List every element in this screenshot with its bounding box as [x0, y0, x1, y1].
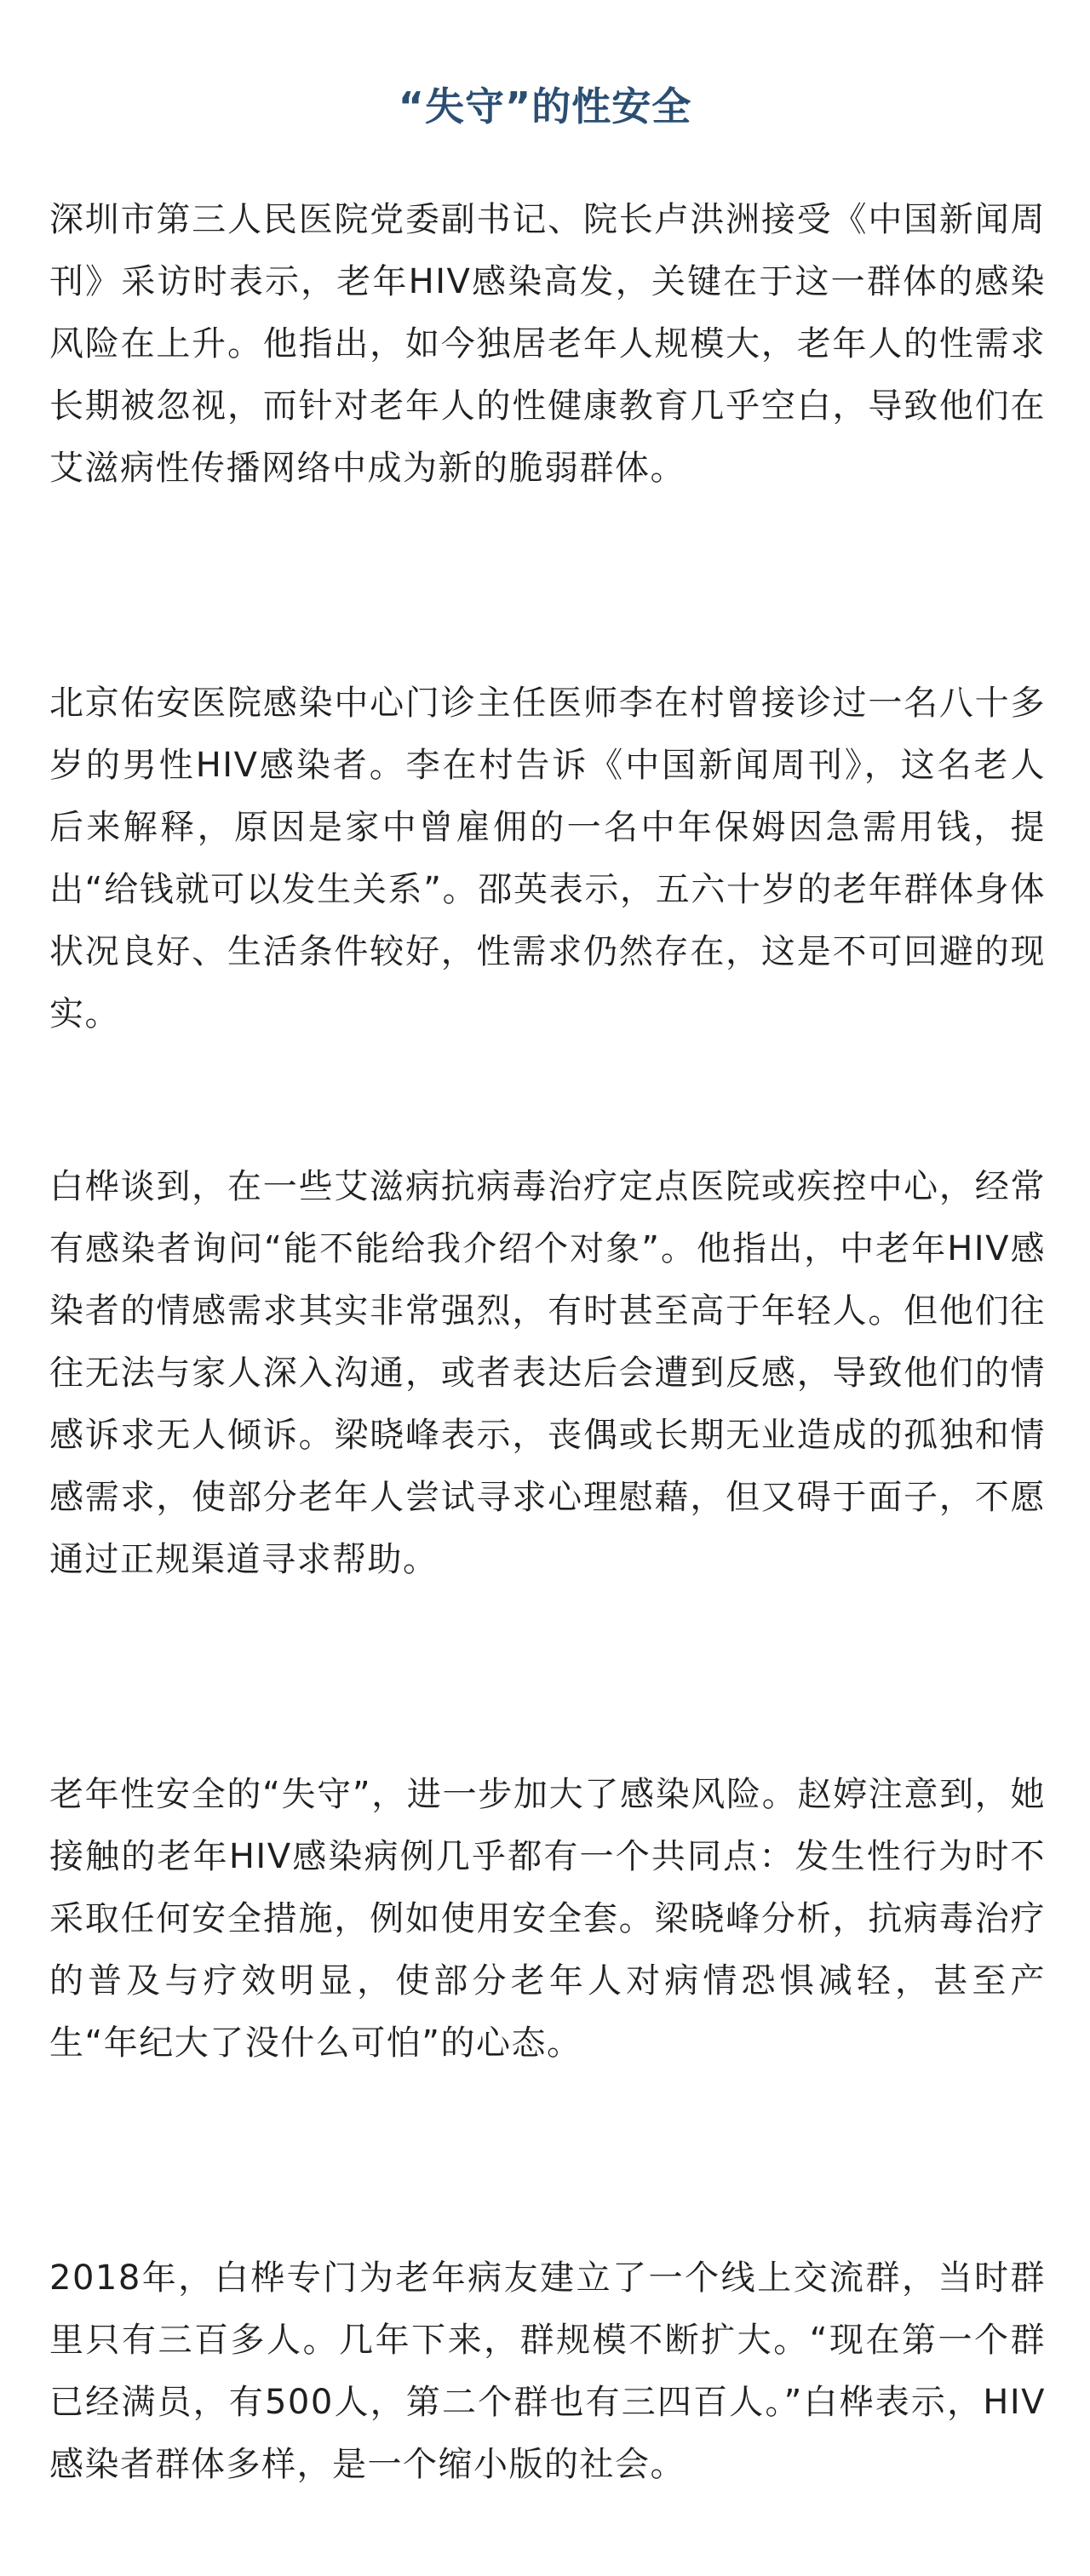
article-title: “失守”的性安全 — [398, 83, 692, 129]
article-paragraph-4: 老年性安全的“失守”，进一步加大了感染风险。赵婷注意到，她接触的老年HIV感染病例几乎都有一个共同点：发生性行为时不采取任何安全措施，例如使用安全套。梁晓峰分析，抗病毒治疗的普及与疗效明显，使部分老年人对病情恐惧减轻，甚至产生“年纪大了没什么可怕”的心态。 — [49, 1775, 1046, 2063]
article-paragraph-1: 深圳市第三人民医院党委副书记、院长卢洪洲接受《中国新闻周刊》采访时表示，老年HIV感染高发，关键在于这一群体的感染风险在上升。他指出，如今独居老年人规模大，老年人的性需求长期被忽视，而针对老年人的性健康教育几乎空白，导致他们在艾滋病性传播网络中成为新的脆弱群体。 — [49, 200, 1046, 488]
article-paragraph-5: 2018年，白桦专门为老年病友建立了一个线上交流群，当时群里只有三百多人。几年下来，群规模不断扩大。“现在第一个群已经满员，有500人，第二个群也有三四百人。”白桦表示，HIV感染者群体多样，是一个缩小版的社会。 — [49, 2258, 1046, 2484]
article-paragraph-3: 白桦谈到，在一些艾滋病抗病毒治疗定点医院或疾控中心，经常有感染者询问“能不能给我介绍个对象”。他指出，中老年HIV感染者的情感需求其实非常强烈，有时甚至高于年轻人。但他们往往无法与家人深入沟通，或者表达后会遭到反感，导致他们的情感诉求无人倾诉。梁晓峰表示，丧偶或长期无业造成的孤独和情感需求，使部分老年人尝试寻求心理慰藉，但又碍于面子，不愿通过正规渠道寻求帮助。 — [49, 1167, 1046, 1579]
article-paragraph-2: 北京佑安医院感染中心门诊主任医师李在村曾接诊过一名八十多岁的男性HIV感染者。李在村告诉《中国新闻周刊》，这名老人后来解释，原因是家中曾雇佣的一名中年保姆因急需用钱，提出“给钱就可以发生关系”。邵英表示，五六十岁的老年群体身体状况良好、生活条件较好，性需求仍然存在，这是不可回避的现实。 — [49, 684, 1046, 1033]
